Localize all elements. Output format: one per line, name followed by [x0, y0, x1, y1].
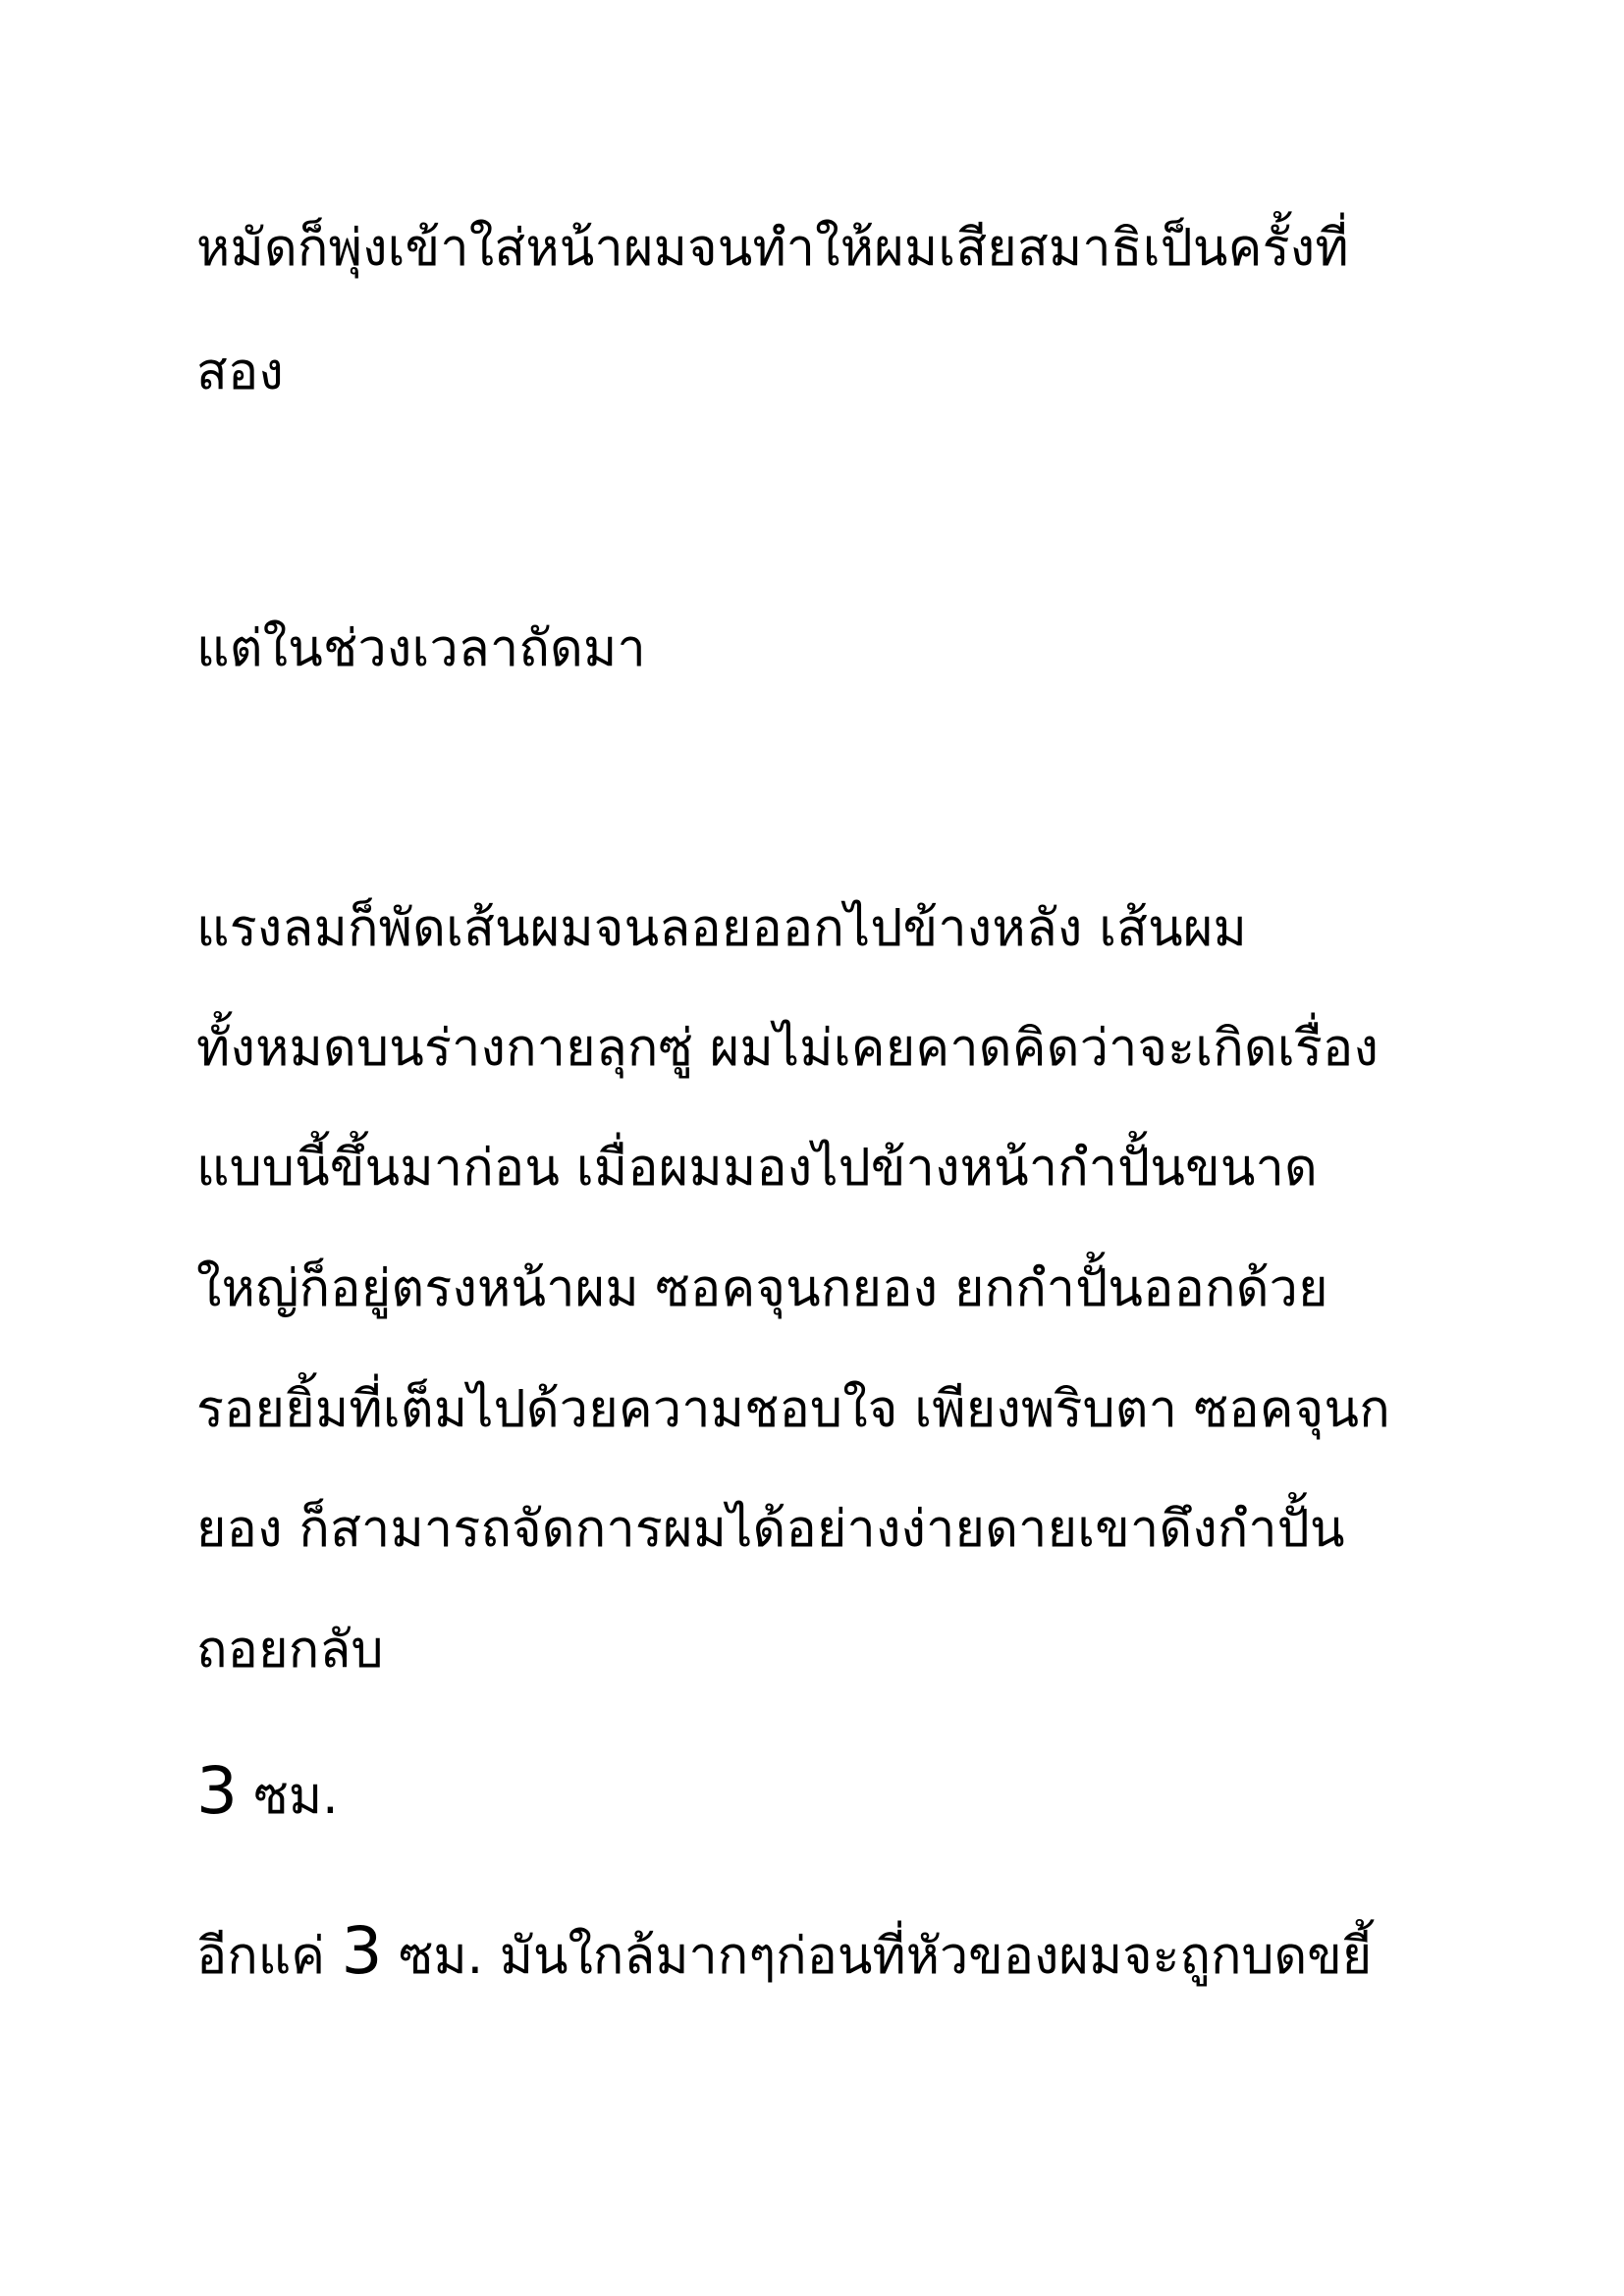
paragraph-line: แบบนี้ขึ้นมาก่อน เมื่อผมมองไปข้างหน้ากำปั้นขนาด [196, 1139, 1318, 1198]
paragraph-line: ใหญ่ก็อยู่ตรงหน้าผม ซอคจุนกยอง ยกกำปั้นออกด้วย [196, 1259, 1328, 1318]
paragraph-line: ถอยกลับ [196, 1621, 384, 1680]
paragraph-line: แต่ในช่วงเวลาถัดมา [196, 619, 646, 678]
section-heading [196, 1752, 339, 1830]
last-line-prefix: อีกแค่ [196, 1927, 342, 1986]
paragraph-line: แรงลมก็พัดเส้นผมจนลอยออกไปข้างหลัง เส้นผม [196, 899, 1248, 958]
paragraph-line: สอง [196, 343, 284, 401]
heading-unit: ซม. [238, 1767, 339, 1826]
paragraph-line: หมัดก็พุ่งเข้าใส่หน้าผมจนทำให้ผมเสียสมาธิเป็นครั้งที่ [196, 219, 1349, 278]
heading-number: 3 [196, 1753, 238, 1829]
last-line-number: 3 [341, 1913, 383, 1989]
paragraph-line: ยอง ก็สามารถจัดการผมได้อย่างง่ายดายเขาดึงกำปั้น [196, 1500, 1345, 1559]
paragraph-line [196, 1912, 1372, 1990]
paragraph-line: ทั้งหมดบนร่างกายลุกซู่ ผมไม่เคยคาดคิดว่าจะเกิดเรื่อง [196, 1019, 1380, 1078]
last-line-suffix: ซม. มันใกล้มากๆก่อนที่หัวของผมจะถูกบดขยี้ [382, 1927, 1373, 1986]
paragraph-line: รอยยิ้มที่เต็มไปด้วยความชอบใจ เพียงพริบตา ซอคจุนก [196, 1380, 1390, 1439]
